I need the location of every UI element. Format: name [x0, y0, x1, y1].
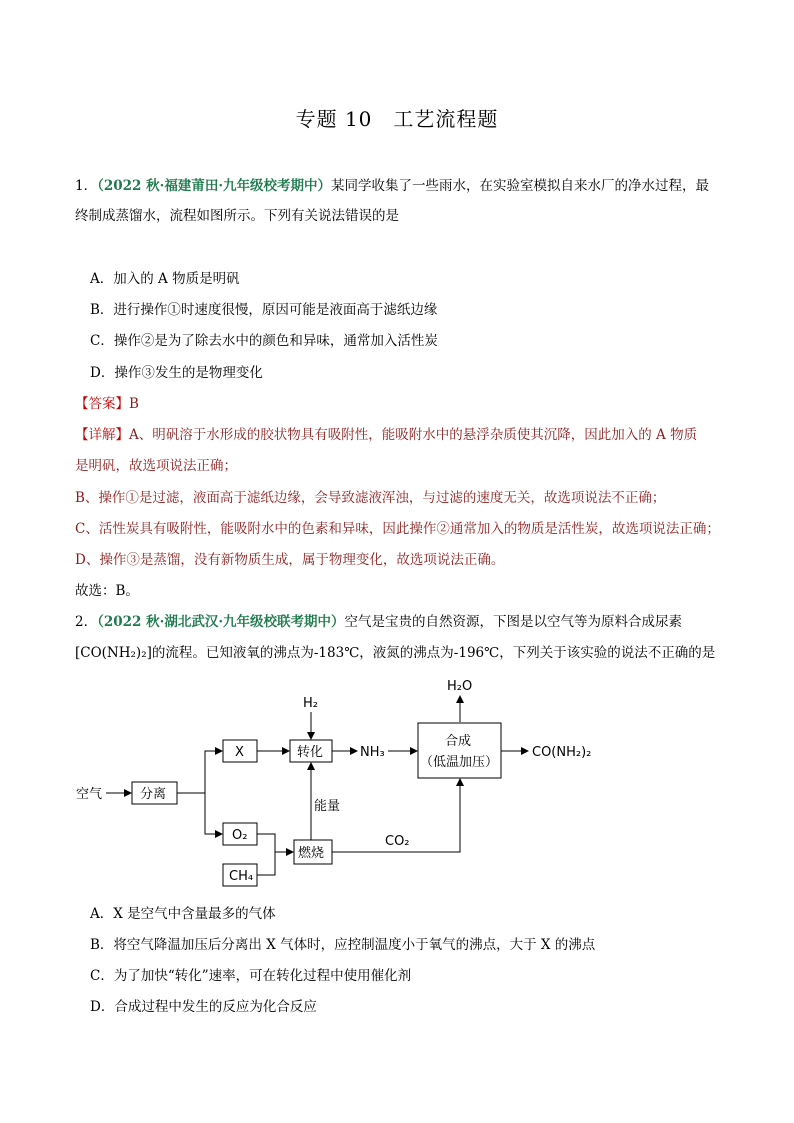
- label-x: X: [235, 745, 244, 760]
- q1-stem-text1: 某同学收集了一些雨水，在实验室模拟自来水厂的净水过程，最: [331, 178, 710, 194]
- q1-option-b: B．进行操作①时速度很慢，原因可能是液面高于滤纸边缘: [90, 302, 438, 318]
- label-burn: 燃烧: [298, 846, 325, 861]
- answer-label: 【答案】: [75, 396, 129, 412]
- label-product: CO(NH₂)₂: [532, 745, 592, 760]
- q1-option-d: D．操作③发生的是物理变化: [90, 365, 263, 381]
- q1-option-a: A．加入的 A 物质是明矾: [90, 271, 240, 287]
- label-synth1: 合成: [445, 734, 472, 749]
- detail-label: 【详解】: [75, 427, 129, 443]
- q1-choose: 故选：B。: [75, 583, 139, 599]
- label-convert: 转化: [297, 745, 324, 760]
- q2-option-d: D．合成过程中发生的反应为化合反应: [90, 999, 317, 1015]
- q2-stem-line2: [CO(NH₂)₂]的流程。已知液氧的沸点为-183℃，液氮的沸点为-196℃，下列关于该实验的说法不正确的是: [75, 645, 716, 661]
- label-h2: H₂: [303, 696, 318, 711]
- label-h2o: H₂O: [447, 679, 473, 694]
- q2-option-a: A．X 是空气中含量最多的气体: [90, 906, 276, 922]
- q2-stem-text1: 空气是宝贵的自然资源，下图是以空气等为原料合成尿素: [344, 614, 683, 630]
- q1-source: （2022 秋·福建莆田·九年级校考期中）: [97, 178, 332, 194]
- q1-detail-line5: D、操作③是蒸馏，没有新物质生成，属于物理变化，故选项说法正确。: [75, 552, 505, 568]
- label-air: 空气: [76, 787, 103, 802]
- q1-number: 1．: [75, 178, 98, 194]
- q1-detail-line4: C、活性炭具有吸附性，能吸附水中的色素和异味，因此操作②通常加入的物质是活性炭，故选项说法正确；: [75, 521, 720, 537]
- q1-option-c: C．操作②是为了除去水中的颜色和异味，通常加入活性炭: [90, 333, 438, 349]
- label-nh3: NH₃: [360, 745, 385, 760]
- q2-option-b: B．将空气降温加压后分离出 X 气体时，应控制温度小于氧气的沸点，大于 X 的沸点: [90, 937, 596, 953]
- q1-detail-line2: 是明矾，故选项说法正确；: [75, 458, 237, 474]
- label-separate: 分离: [140, 787, 167, 802]
- label-energy: 能量: [314, 799, 341, 814]
- q2-number: 2．: [75, 614, 98, 630]
- detail-text: A、明矾溶于水形成的胶状物具有吸附性，能吸附水中的悬浮杂质使其沉降，因此加入的 A 物质: [129, 427, 698, 443]
- label-o2: O₂: [232, 828, 248, 843]
- label-synth2: （低温加压）: [420, 755, 499, 770]
- label-ch4: CH₄: [229, 869, 254, 884]
- answer-value: B: [129, 396, 139, 412]
- q2-option-c: C．为了加快“转化”速率，可在转化过程中使用催化剂: [90, 968, 412, 984]
- label-co2: CO₂: [385, 834, 410, 849]
- q1-stem-line2: 终制成蒸馏水，流程如图所示。下列有关说法错误的是: [75, 208, 399, 224]
- page-title: 专题 10 工艺流程题: [295, 107, 499, 131]
- q2-source: （2022 秋·湖北武汉·九年级校联考期中）: [97, 614, 345, 630]
- q1-detail-line3: B、操作①是过滤，液面高于滤纸边缘，会导致滤液浑浊，与过滤的速度无关，故选项说法不正确；: [75, 490, 666, 506]
